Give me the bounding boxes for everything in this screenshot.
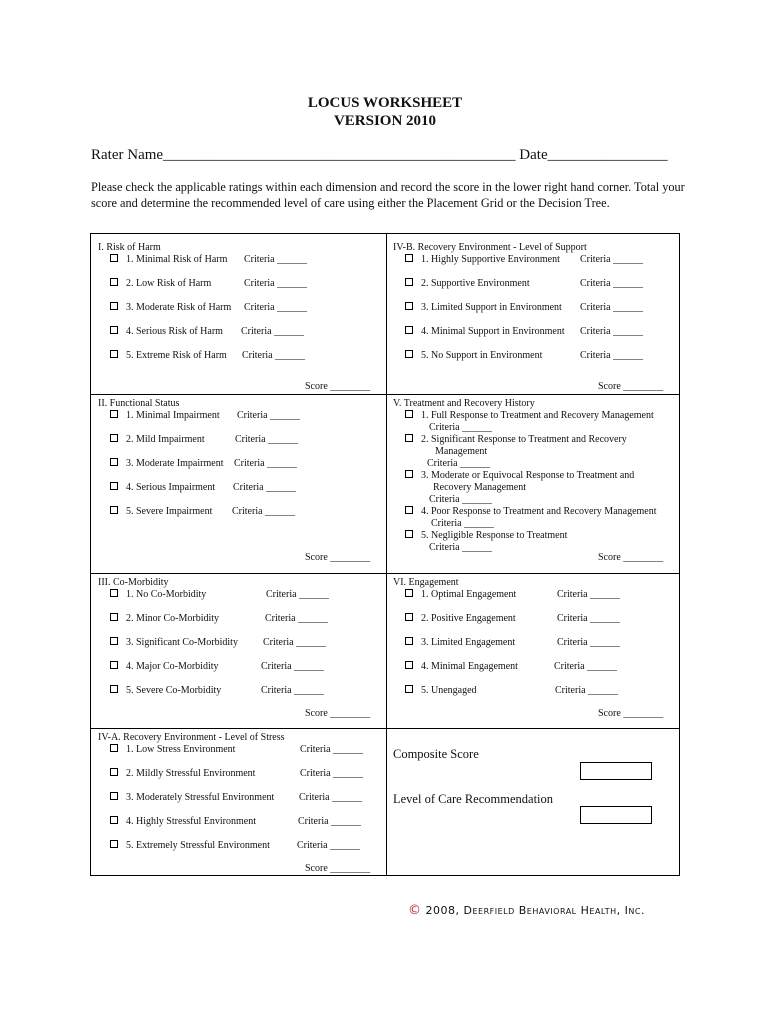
item-label: 2. Mildly Stressful Environment (126, 768, 256, 779)
item-label: 1. Optimal Engagement (421, 589, 517, 600)
functional-item-1[interactable] (110, 410, 220, 422)
row-divider (91, 728, 679, 729)
section-title: VI. Engagement (393, 577, 459, 588)
checkbox[interactable] (405, 434, 413, 442)
score-field[interactable]: Score ________ (305, 552, 371, 563)
treatment-item-4[interactable] (405, 506, 657, 518)
criteria-field[interactable]: Criteria ______ (300, 768, 364, 779)
item-continuation: Management (435, 446, 488, 457)
score-field[interactable]: Score ________ (305, 381, 371, 392)
checkbox[interactable] (405, 254, 413, 262)
section-title: III. Co-Morbidity (98, 577, 169, 588)
checkbox[interactable] (110, 254, 118, 262)
checkbox[interactable] (405, 661, 413, 669)
worksheet-title: LOCUS WORKSHEET (307, 95, 463, 111)
criteria-field[interactable]: Criteria ______ (232, 506, 296, 517)
criteria-field[interactable]: Criteria ______ (241, 326, 305, 337)
item-label: 3. Limited Support in Environment (421, 302, 562, 313)
functional-item-2[interactable] (110, 434, 205, 446)
item-label: 4. Major Co-Morbidity (126, 661, 219, 672)
comorbidity-item-5[interactable] (110, 685, 221, 697)
item-label: 1. Minimal Risk of Harm (126, 254, 228, 265)
checkbox[interactable] (405, 506, 413, 514)
comorbidity-item-2[interactable] (110, 613, 219, 625)
score-field[interactable]: Score ________ (598, 552, 664, 563)
worksheet-version: VERSION 2010 (333, 113, 437, 129)
criteria-field[interactable]: Criteria ______ (242, 350, 306, 361)
criteria-field[interactable]: Criteria ______ (580, 302, 644, 313)
section-title: II. Functional Status (98, 398, 180, 409)
checkbox[interactable] (110, 326, 118, 334)
checkbox[interactable] (110, 816, 118, 824)
item-label: 3. Significant Co-Morbidity (126, 637, 238, 648)
checkbox[interactable] (405, 530, 413, 538)
criteria-field[interactable]: Criteria ______ (244, 278, 308, 289)
checkbox[interactable] (110, 482, 118, 490)
risk-item-2[interactable] (110, 278, 211, 290)
criteria-field[interactable]: Criteria ______ (261, 661, 325, 672)
comorbidity-item-4[interactable] (110, 661, 219, 673)
criteria-field[interactable]: Criteria ______ (233, 482, 297, 493)
criteria-field[interactable]: Criteria ______ (244, 254, 308, 265)
item-label: 2. Low Risk of Harm (126, 278, 212, 289)
item-continuation: Recovery Management (433, 482, 527, 493)
criteria-field[interactable]: Criteria ______ (580, 350, 644, 361)
treatment-item-3[interactable] (405, 470, 634, 482)
criteria-field[interactable]: Criteria ______ (244, 302, 308, 313)
checkbox[interactable] (110, 350, 118, 358)
section-title: IV-B. Recovery Environment - Level of Support (393, 242, 587, 253)
checkbox[interactable] (110, 792, 118, 800)
item-label: 3. Moderate Risk of Harm (126, 302, 232, 313)
section-treatment-history (393, 398, 676, 570)
section-title: I. Risk of Harm (98, 242, 161, 253)
criteria-field[interactable]: Criteria ______ (431, 518, 495, 529)
checkbox[interactable] (110, 506, 118, 514)
checkbox[interactable] (110, 685, 118, 693)
stress-item-1[interactable] (110, 744, 235, 756)
support-item-2[interactable] (405, 278, 530, 290)
criteria-field[interactable]: Criteria ______ (234, 458, 298, 469)
criteria-field[interactable]: Criteria ______ (580, 278, 644, 289)
checkbox[interactable] (110, 744, 118, 752)
risk-item-5[interactable] (110, 350, 227, 362)
engagement-item-2[interactable] (405, 613, 516, 625)
comorbidity-item-3[interactable] (110, 637, 238, 649)
criteria-field[interactable]: Criteria ______ (427, 458, 491, 469)
section-level-of-stress (98, 732, 381, 874)
row-divider (91, 573, 679, 574)
checkbox[interactable] (405, 589, 413, 597)
item-label: 2. Positive Engagement (421, 613, 516, 624)
checkbox[interactable] (110, 768, 118, 776)
item-label: 5. Severe Impairment (126, 506, 213, 517)
checkbox[interactable] (405, 685, 413, 693)
checkbox[interactable] (405, 278, 413, 286)
engagement-item-4[interactable] (405, 661, 518, 673)
stress-item-2[interactable] (110, 768, 255, 780)
checkbox[interactable] (110, 589, 118, 597)
functional-item-4[interactable] (110, 482, 215, 494)
item-label: 4. Minimal Engagement (421, 661, 518, 672)
criteria-field[interactable]: Criteria ______ (429, 494, 493, 505)
engagement-item-1[interactable] (405, 589, 516, 601)
criteria-field[interactable]: Criteria ______ (300, 744, 364, 755)
criteria-field[interactable]: Criteria ______ (237, 410, 301, 421)
criteria-field[interactable]: Criteria ______ (265, 613, 329, 624)
item-label: 4. Serious Risk of Harm (126, 326, 223, 337)
criteria-field[interactable]: Criteria ______ (555, 685, 619, 696)
section-level-of-support (393, 242, 676, 392)
treatment-item-5[interactable] (405, 530, 567, 542)
copyright-symbol: © (408, 903, 422, 918)
item-label: 5. Unengaged (421, 685, 477, 696)
item-label: 1. Low Stress Environment (126, 744, 236, 755)
checkbox[interactable] (110, 302, 118, 310)
checkbox[interactable] (405, 350, 413, 358)
checkbox[interactable] (405, 410, 413, 418)
risk-item-1[interactable] (110, 254, 227, 266)
column-divider (386, 234, 387, 875)
score-field[interactable]: Score ________ (305, 863, 371, 874)
item-label: 3. Limited Engagement (421, 637, 516, 648)
item-label: 2. Significant Response to Treatment and Recovery (421, 434, 627, 445)
criteria-field[interactable]: Criteria ______ (298, 816, 362, 827)
item-label: 5. Negligible Response to Treatment (421, 530, 568, 541)
item-label: 1. Minimal Impairment (126, 410, 220, 421)
copyright-text: 2008, Deerfield Behavioral Health, Inc. (425, 904, 645, 917)
stress-item-3[interactable] (110, 792, 274, 804)
item-label: 4. Serious Impairment (126, 482, 216, 493)
criteria-field[interactable]: Criteria ______ (429, 542, 493, 553)
functional-item-3[interactable] (110, 458, 223, 470)
checkbox[interactable] (110, 434, 118, 442)
checkbox[interactable] (405, 470, 413, 478)
criteria-field[interactable]: Criteria ______ (429, 422, 493, 433)
row-divider (91, 394, 679, 395)
checkbox[interactable] (110, 278, 118, 286)
criteria-field[interactable]: Criteria ______ (297, 840, 361, 851)
criteria-field[interactable]: Criteria ______ (299, 792, 363, 803)
checkbox[interactable] (110, 410, 118, 418)
criteria-field[interactable]: Criteria ______ (261, 685, 325, 696)
section-functional-status (98, 398, 381, 570)
support-item-3[interactable] (405, 302, 562, 314)
item-label: 3. Moderate Impairment (126, 458, 224, 469)
criteria-field[interactable]: Criteria ______ (557, 589, 621, 600)
criteria-field[interactable]: Criteria ______ (580, 254, 644, 265)
instructions: Please check the applicable ratings within each dimension and record the score in the lower right hand corner. Total your score and determine the recommended level of care using either the Placement Grid or the Decision Tree. (91, 180, 685, 210)
item-label: 4. Poor Response to Treatment and Recovery Management (421, 506, 657, 517)
risk-item-4[interactable] (110, 326, 223, 338)
rater-name-date-line[interactable]: Rater Name_______________________________________________ Date________________ (91, 147, 668, 163)
checkbox[interactable] (110, 661, 118, 669)
item-label: 2. Mild Impairment (126, 434, 205, 445)
rating-grid (90, 233, 680, 876)
level-of-care-box[interactable] (580, 806, 652, 824)
item-label: 4. Highly Stressful Environment (126, 816, 256, 827)
risk-item-3[interactable] (110, 302, 231, 314)
section-engagement (393, 577, 676, 727)
criteria-field[interactable]: Criteria ______ (580, 326, 644, 337)
item-label: 3. Moderate or Equivocal Response to Treatment and (421, 470, 635, 481)
section-co-morbidity (98, 577, 381, 727)
treatment-item-2[interactable] (405, 434, 627, 446)
section-risk-of-harm (98, 242, 381, 392)
support-item-5[interactable] (405, 350, 542, 362)
item-label: 5. Extremely Stressful Environment (126, 840, 270, 851)
copyright-notice (408, 903, 645, 918)
criteria-field[interactable]: Criteria ______ (263, 637, 327, 648)
support-item-1[interactable] (405, 254, 560, 266)
score-field[interactable]: Score ________ (305, 708, 371, 719)
criteria-field[interactable]: Criteria ______ (557, 637, 621, 648)
stress-item-4[interactable] (110, 816, 256, 828)
section-title: IV-A. Recovery Environment - Level of Stress (98, 732, 285, 743)
engagement-item-5[interactable] (405, 685, 477, 697)
item-label: 5. No Support in Environment (421, 350, 543, 361)
criteria-field[interactable]: Criteria ______ (266, 589, 330, 600)
criteria-field[interactable]: Criteria ______ (235, 434, 299, 445)
criteria-field[interactable]: Criteria ______ (557, 613, 621, 624)
checkbox[interactable] (405, 637, 413, 645)
functional-item-5[interactable] (110, 506, 212, 518)
section-title: V. Treatment and Recovery History (393, 398, 535, 409)
checkbox[interactable] (110, 458, 118, 466)
checkbox[interactable] (110, 840, 118, 848)
score-field[interactable]: Score ________ (598, 708, 664, 719)
item-label: 1. No Co-Morbidity (126, 589, 207, 600)
composite-score-label: Composite Score (393, 747, 479, 761)
item-label: 5. Severe Co-Morbidity (126, 685, 222, 696)
item-label: 1. Full Response to Treatment and Recovery Management (421, 410, 654, 421)
score-field[interactable]: Score ________ (598, 381, 664, 392)
support-item-4[interactable] (405, 326, 565, 338)
checkbox[interactable] (405, 326, 413, 334)
checkbox[interactable] (405, 302, 413, 310)
checkbox[interactable] (110, 613, 118, 621)
item-label: 2. Supportive Environment (421, 278, 530, 289)
level-of-care-label: Level of Care Recommendation (393, 792, 554, 806)
checkbox[interactable] (110, 637, 118, 645)
item-label: 3. Moderately Stressful Environment (126, 792, 275, 803)
comorbidity-item-1[interactable] (110, 589, 206, 601)
engagement-item-3[interactable] (405, 637, 515, 649)
item-label: 1. Highly Supportive Environment (421, 254, 560, 265)
composite-score-box[interactable] (580, 762, 652, 780)
item-label: 2. Minor Co-Morbidity (126, 613, 220, 624)
checkbox[interactable] (405, 613, 413, 621)
item-label: 5. Extreme Risk of Harm (126, 350, 227, 361)
item-label: 4. Minimal Support in Environment (421, 326, 565, 337)
stress-item-5[interactable] (110, 840, 270, 852)
criteria-field[interactable]: Criteria ______ (554, 661, 618, 672)
treatment-item-1[interactable] (405, 410, 654, 422)
